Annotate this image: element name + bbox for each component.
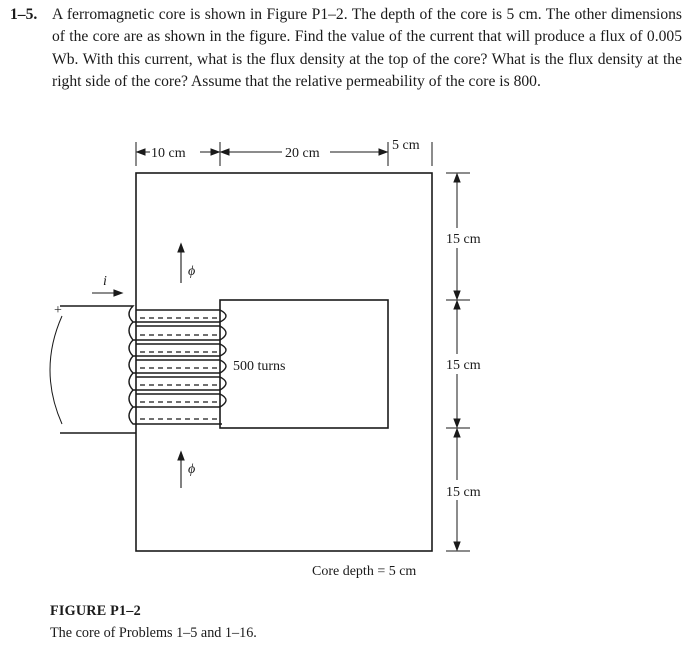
coil-winding	[60, 306, 226, 433]
current-symbol: i	[103, 274, 107, 289]
figure-caption	[50, 600, 257, 644]
current-arrow	[92, 290, 122, 296]
flux-symbol-top: ϕ	[188, 264, 196, 279]
dim-label-5cm: 5 cm	[392, 138, 420, 153]
voltage-arc	[50, 316, 62, 424]
core-depth-label: Core depth = 5 cm	[312, 564, 417, 579]
flux-arrow-top	[178, 244, 184, 283]
flux-arrow-bottom	[178, 452, 184, 488]
plus-sign: +	[54, 303, 62, 318]
dim-label-15cm-bottom: 15 cm	[446, 485, 481, 500]
dim-label-20cm: 20 cm	[285, 146, 320, 161]
caption-text: The core of Problems 1–5 and 1–16.	[50, 625, 257, 641]
dim-label-15cm-middle: 15 cm	[446, 358, 481, 373]
turns-label: 500 turns	[233, 359, 286, 374]
flux-symbol-bottom: ϕ	[188, 462, 196, 477]
coil-hidden-dashes	[140, 318, 218, 419]
problem-number: 1–5.	[10, 6, 38, 23]
caption-title: FIGURE P1–2	[50, 603, 141, 619]
problem-text: A ferromagnetic core is shown in Figure P1–2. The depth of the core is 5 cm. The other dimensions of the core are as shown in the figure. Find the value of the current that will produce a flux of 0.005 Wb. With this current, what is the flux density at the top of the core? What is the flux density at the right side of the core? Assume that the relative permeability of the core is 800.	[52, 6, 682, 90]
dim-label-10cm: 10 cm	[151, 146, 186, 161]
dim-label-15cm-top: 15 cm	[446, 232, 481, 247]
